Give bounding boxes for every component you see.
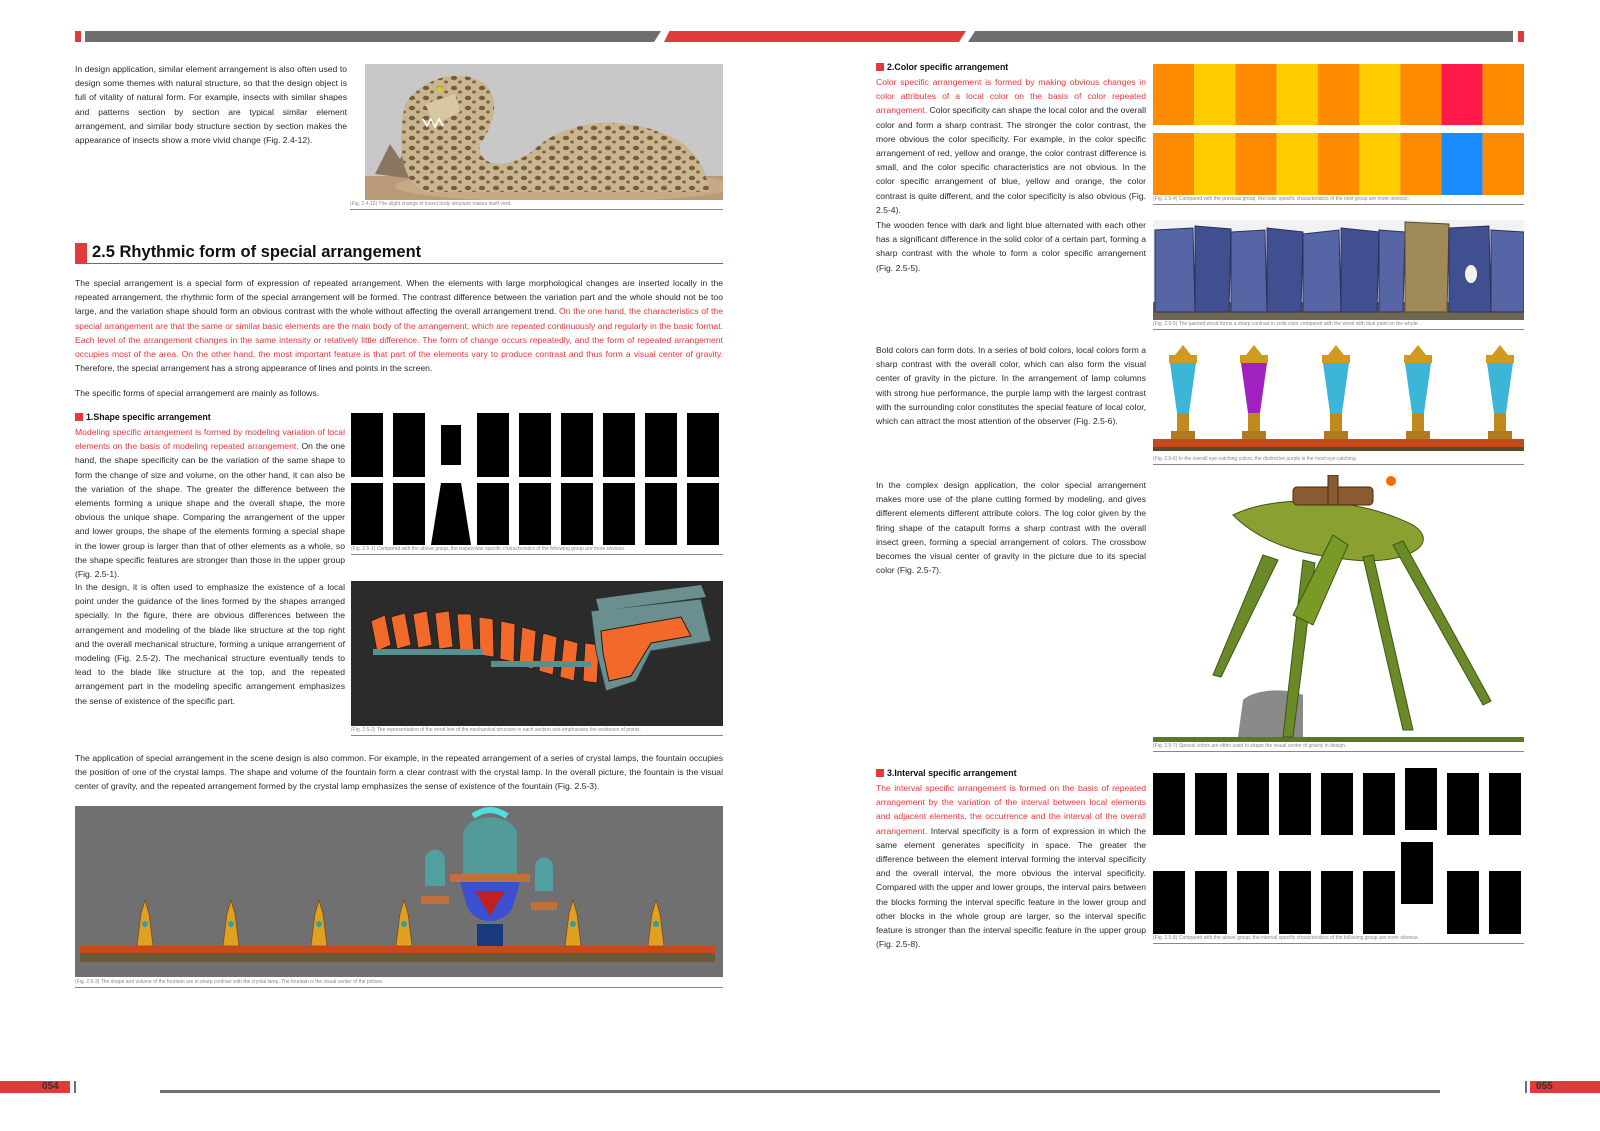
- footer-left-tab: [0, 1081, 70, 1093]
- fig-2-5-8-interval-blocks: [1153, 768, 1524, 934]
- scene-paragraph: The application of special arrangement in the scene design is also common. For example, in the repeated arrangement of a series of crystal lamps, the fountain occupies the position of one of the crystal lamps. The shape and volume of the fountain form a clear contrast with the crystal lamp. In the overall picture, the fountain is the visual center of gravity, and the repeated arrangement formed by the crystal lamp emphasizes the sense of existence of the fountain (Fig. 2.5-3).: [75, 753, 723, 792]
- shape-block-lower: [393, 483, 425, 545]
- interval-block-lower: [1321, 871, 1353, 934]
- lamp-column: [1404, 345, 1432, 439]
- interval-block-upper-shifted: [1405, 768, 1437, 830]
- header-rule-center-accent: [664, 31, 966, 42]
- interval-block-upper: [1237, 773, 1269, 835]
- interval-block-upper: [1321, 773, 1353, 835]
- interval-block-lower: [1195, 871, 1227, 934]
- caption-2-5-7: (Fig. 2.5-7) Special colors are often used to shape the visual center of gravity in design.: [1153, 743, 1524, 752]
- shape-block-lower: [687, 483, 719, 545]
- stripe-special-blue: [1441, 133, 1482, 195]
- caption-2-4-12: (Fig. 2.4-12) The slight change of insect body structure makes itself vivid.: [350, 201, 723, 210]
- shape-block-lower: [519, 483, 551, 545]
- page-number-left: 054: [42, 1081, 59, 1092]
- shape-specific-title: 1.Shape specific arrangement: [86, 412, 211, 422]
- fig-2-5-7-green-insect: [1153, 475, 1524, 742]
- stripe-row-upper: [1153, 64, 1524, 125]
- section-title: 2.5 Rhythmic form of special arrangement: [92, 243, 422, 261]
- shape-specific-text: On the one hand, the shape specificity can be the variation of the same shape to form the change of size and volume, on the other hand, it can also be the variation of the shape. The greater the difference between the elements forming a unique shape and the overall shape, the more obvious the unique shape. Comparing the arrangement of the upper and lower groups, the shape of the elements forming a special shape in the lower group is larger than that of other elements as a whole, so the shape specific features are stronger than those in the upper group (Fig. 2.5-1).: [75, 441, 345, 580]
- interval-specific-paragraph: [876, 781, 1146, 951]
- interval-specific-heading: [876, 768, 1017, 778]
- caption-2-5-8: (Fig. 2.5-8) Compared with the above group, the interval specific characteristics of the following group are more obvious.: [1153, 935, 1524, 944]
- interval-block-lower-shifted: [1401, 842, 1433, 904]
- shape-block-upper: [351, 413, 383, 477]
- section-intro-paragraph: [75, 276, 723, 375]
- shape-block-lower: [477, 483, 509, 545]
- heading-marker: [75, 413, 83, 421]
- shape-specific-highlight: Modeling specific arrangement is formed by modeling variation of local elements on the basis of modeling repeated arrangement.: [75, 427, 345, 452]
- caption-2-5-1: (Fig. 2.5-1) Compared with the above group, the trapezoidal specific characteristics of the following group are more obvious.: [351, 546, 723, 555]
- lamp-paragraph: Bold colors can form dots. In a series of bold colors, local colors form a sharp contrast with the overall color, which can also form the visual center of gravity in the picture. In the arrangement of lamp columns with strong hue performance, the purple lamp with the largest contrast with the surrounding color constitutes the special feature of local color, which can attract the most attention of the observer (Fig. 2.5-6).: [876, 345, 1146, 427]
- color-specific-heading: [876, 62, 1008, 72]
- shape-block-upper: [603, 413, 635, 477]
- caption-2-5-4: (Fig. 2.5-4) Compared with the previous group, the color specific characteristics of the next group are more obvious.: [1153, 196, 1524, 205]
- color-specific-highlight: Color specific arrangement is formed by making obvious changes in color attributes of a local color on the basis of color repeated arrangement.: [876, 77, 1146, 116]
- footer-left-tick: [74, 1081, 76, 1093]
- shape-block-lower: [603, 483, 635, 545]
- fig-2-4-12-insect: [365, 64, 723, 200]
- shape-block-upper-small: [441, 425, 461, 465]
- interval-block-upper: [1153, 773, 1185, 835]
- lamp-column: [1486, 345, 1514, 439]
- caption-2-5-5: (Fig. 2.5-5) The painted wood forms a sharp contrast in solid color compared with the wood with blue paint on the whole.: [1153, 321, 1524, 330]
- shape-block-lower: [561, 483, 593, 545]
- intro-paragraph: In design application, similar element arrangement is also often used to design some themes with natural structure, so that the design object is full of vitality of natural form. For example, insects with similar shapes and patterns section by section are typical similar element arrangement, and similar body structure section by section makes the appearance of insects show a more vivid change (Fig. 2.4-12).: [75, 64, 347, 146]
- section-intro-part-c: Therefore, the special arrangement has a strong appearance of lines and points in the screen.: [75, 363, 433, 374]
- interval-block-upper: [1363, 773, 1395, 835]
- stripe-special-crimson: [1441, 64, 1482, 125]
- interval-block-lower: [1237, 871, 1269, 934]
- insect-paragraph: In the complex design application, the color special arrangement makes more use of the plane cutting formed by modeling, and gives different elements different attribute colors. The log color given by the firing shape of the catapult forms a sharp contrast with the overall insect green, forming a special arrangement of colors. The crossbow becomes the visual center of gravity in the picture due to its special color (Fig. 2.5-7).: [876, 480, 1146, 576]
- interval-block-upper: [1279, 773, 1311, 835]
- color-specific-paragraph: [876, 75, 1146, 217]
- fig-2-5-3-fountain: [75, 806, 723, 977]
- shape-block-upper: [645, 413, 677, 477]
- interval-block-upper: [1195, 773, 1227, 835]
- fig-2-5-1-shape-blocks: [351, 413, 723, 545]
- shape-block-upper: [393, 413, 425, 477]
- caption-2-5-6: (Fig. 2.5-6) In the overall eye-catching colors, the distinctive purple is the most eye-catching.: [1153, 456, 1524, 465]
- shape-block-upper: [561, 413, 593, 477]
- shape-specific-heading: [75, 412, 211, 422]
- shape-block-lower: [645, 483, 677, 545]
- catapult-log: [1293, 475, 1373, 505]
- lamp-column-special-purple: [1240, 345, 1268, 439]
- fig-2-5-5-fence: [1153, 220, 1524, 320]
- lamp-column: [1322, 345, 1350, 439]
- shape-block-lower-trapezoid: [431, 483, 471, 545]
- interval-block-lower: [1279, 871, 1311, 934]
- interval-specific-title: 3.Interval specific arrangement: [887, 768, 1017, 778]
- heading-marker: [876, 63, 884, 71]
- footer-rule: [160, 1090, 1440, 1093]
- section-intro-part-a: The special arrangement is a special form of expression of repeated arrangement. When the elements with large morphological changes are inserted locally in the repeated arrangement, the rhythmic form of the special arrangement will be formed. The contrast difference between the variation part and the whole should not be too large, and the variation shape should form an obvious contrast with the whole without affecting the overall arrangement trend.: [75, 278, 723, 317]
- interval-specific-text: Interval specificity is a form of expression in which the same element generates specificity in space. The greater the difference between the element interval forming the interval specificity and the overall interval, the more obvious the interval specificity. Compared with the upper and lower groups, the interval pairs between the blocks forming the interval specific feature in the lower group and other blocks in the whole group are larger, so the interval specific feature is stronger than the interval specific feature in the upper group (Fig. 2.5-8).: [876, 825, 1146, 950]
- fence-special-plank: [1405, 222, 1449, 312]
- section-heading: [75, 242, 723, 264]
- interval-block-lower: [1153, 871, 1185, 934]
- footer-right-tick: [1525, 1081, 1527, 1093]
- mechanical-paragraph: In the design, it is often used to emphasize the existence of a local point under the guidance of the lines formed by the shapes arranged specially. In the figure, there are obvious differences between the arrangement and modeling of the blade like structure at the top right and the overall mechanical structure, forming a unique arrangement of modeling (Fig. 2.5-2). The mechanical structure eventually tends to lead to the blade like structure at the top, and the repeated arrangement part in the modeling specific arrangement emphasizes the sense of existence of the specific part.: [75, 582, 345, 706]
- shape-block-lower: [351, 483, 383, 545]
- specific-forms-intro: The specific forms of special arrangement are mainly as follows.: [75, 388, 320, 398]
- shape-block-upper: [477, 413, 509, 477]
- shape-block-upper: [687, 413, 719, 477]
- interval-block-lower: [1447, 871, 1479, 934]
- heading-marker: [876, 769, 884, 777]
- fig-2-5-6-lamp-columns: [1153, 343, 1524, 455]
- header-rule-left: [85, 31, 661, 42]
- caption-2-5-3: (Fig. 2.5-3) The shape and volume of the fountain are in sharp contrast with the crystal lamp. The fountain is the visual center of the picture.: [75, 979, 723, 988]
- header-rule-right: [968, 31, 1513, 42]
- fence-paragraph: The wooden fence with dark and light blue alternated with each other has a significant difference in the solid color of a certain part, forming a sharp contrast with the whole to form a color specific arrangement (Fig. 2.5-5).: [876, 220, 1146, 273]
- header-rule-right-accent: [1518, 31, 1524, 42]
- page-number-right: 055: [1536, 1081, 1553, 1092]
- color-specific-text: Color specificity can shape the local color and the overall color and form a sharp contrast. The stronger the color contrast, the more obvious the color specificity. For example, in the color specific arrangement of red, yellow and orange, the color contrast difference is small, and the color specific characteristics are not obvious. In the color specific arrangement of blue, yellow and orange, the color contrast is quite different, and the color specificity is also obvious (Fig. 2.5-4).: [876, 105, 1146, 215]
- interval-specific-highlight: The interval specific arrangement is formed on the basis of repeated arrangement by the variation of the interval between local elements and adjacent elements, the occurrence and the interval of the overall arrangement.: [876, 783, 1146, 836]
- fig-2-5-4-color-stripes: [1153, 64, 1524, 195]
- header-rule-left-accent: [75, 31, 81, 42]
- interval-block-lower: [1363, 871, 1395, 934]
- interval-block-upper: [1489, 773, 1521, 835]
- stripe-row-lower: [1153, 133, 1524, 195]
- interval-block-upper: [1447, 773, 1479, 835]
- section-heading-marker: [75, 243, 87, 263]
- section-intro-highlight: On the one hand, the characteristics of the special arrangement are that the same or similar basic elements are the main body of the arrangement, which are repeated continuously and regularly in the basic format. Each level of the arrangement changes in the same intensity or relatively little difference. The form of change occurs repeatedly, and the form of repeated arrangement occupies most of the area. On the other hand, the most important feature is that part of the elements vary to produce contrast and thus form a visual center of gravity.: [75, 306, 723, 360]
- shape-block-upper: [519, 413, 551, 477]
- color-specific-title: 2.Color specific arrangement: [887, 62, 1009, 72]
- fig-2-5-2-mechanical: [351, 581, 723, 726]
- lamp-column: [1169, 345, 1197, 439]
- caption-2-5-2: (Fig. 2.5-2) The representation of the trend line of the mechanical structure in each section and emphasizes the existence of points.: [351, 727, 723, 736]
- interval-block-lower: [1489, 871, 1521, 934]
- shape-specific-paragraph: [75, 425, 345, 581]
